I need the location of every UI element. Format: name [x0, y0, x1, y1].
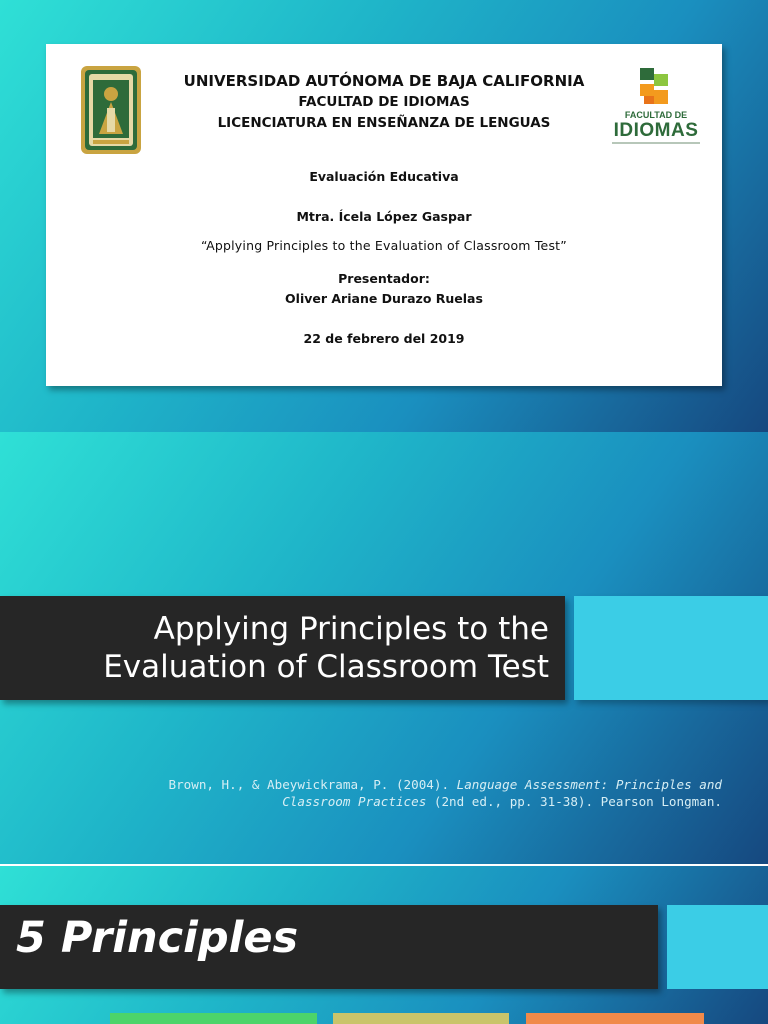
- logo-subline: [612, 142, 700, 144]
- principles-title-bar: [0, 905, 658, 989]
- slide-1-title-page: [0, 0, 768, 432]
- citation: [122, 776, 722, 810]
- title-card: [46, 44, 722, 386]
- principle-chip-2: [333, 1013, 509, 1024]
- course-name: Evaluación Educativa: [309, 169, 459, 184]
- principle-chip-3: [526, 1013, 704, 1024]
- title-bar: [0, 596, 565, 700]
- slide-2-topic: [0, 432, 768, 864]
- program-name: LICENCIATURA EN ENSEÑANZA DE LENGUAS: [217, 115, 551, 131]
- accent-box: [667, 905, 768, 989]
- accent-box: [574, 596, 768, 700]
- topic-title: “Applying Principles to the Evaluation of Classroom Test”: [201, 238, 567, 253]
- slide-title-line-1: Applying Principles to the: [153, 611, 549, 647]
- university-name: UNIVERSIDAD AUTÓNOMA DE BAJA CALIFORNIA: [183, 72, 585, 90]
- presentation-date: 22 de febrero del 2019: [303, 331, 465, 346]
- citation-title-a: Language Assessment: Principles and: [456, 777, 722, 792]
- logo-text-top: FACULTAD DE: [624, 110, 688, 120]
- facultad-idiomas-logo-icon: [606, 66, 706, 110]
- logo-text-bottom: IDIOMAS: [613, 120, 699, 141]
- facultad-idiomas-logo: [606, 66, 706, 152]
- presenter-name: Oliver Ariane Durazo Ruelas: [285, 291, 483, 306]
- principle-chip-1: [110, 1013, 317, 1024]
- faculty-name: FACULTAD DE IDIOMAS: [298, 94, 470, 110]
- slide-title-line-2: Evaluation of Classroom Test: [103, 649, 549, 685]
- citation-authors: Brown, H., & Abeywickrama, P. (2004).: [168, 777, 450, 792]
- presenter-label: Presentador:: [338, 271, 430, 286]
- citation-title-b: Classroom Practices: [282, 794, 427, 809]
- slide-3-principles: [0, 866, 768, 1024]
- principles-title: 5 Principles: [16, 913, 299, 963]
- citation-details: (2nd ed., pp. 31-38). Pearson Longman.: [433, 794, 722, 809]
- teacher-name: Mtra. Ícela López Gaspar: [296, 209, 472, 224]
